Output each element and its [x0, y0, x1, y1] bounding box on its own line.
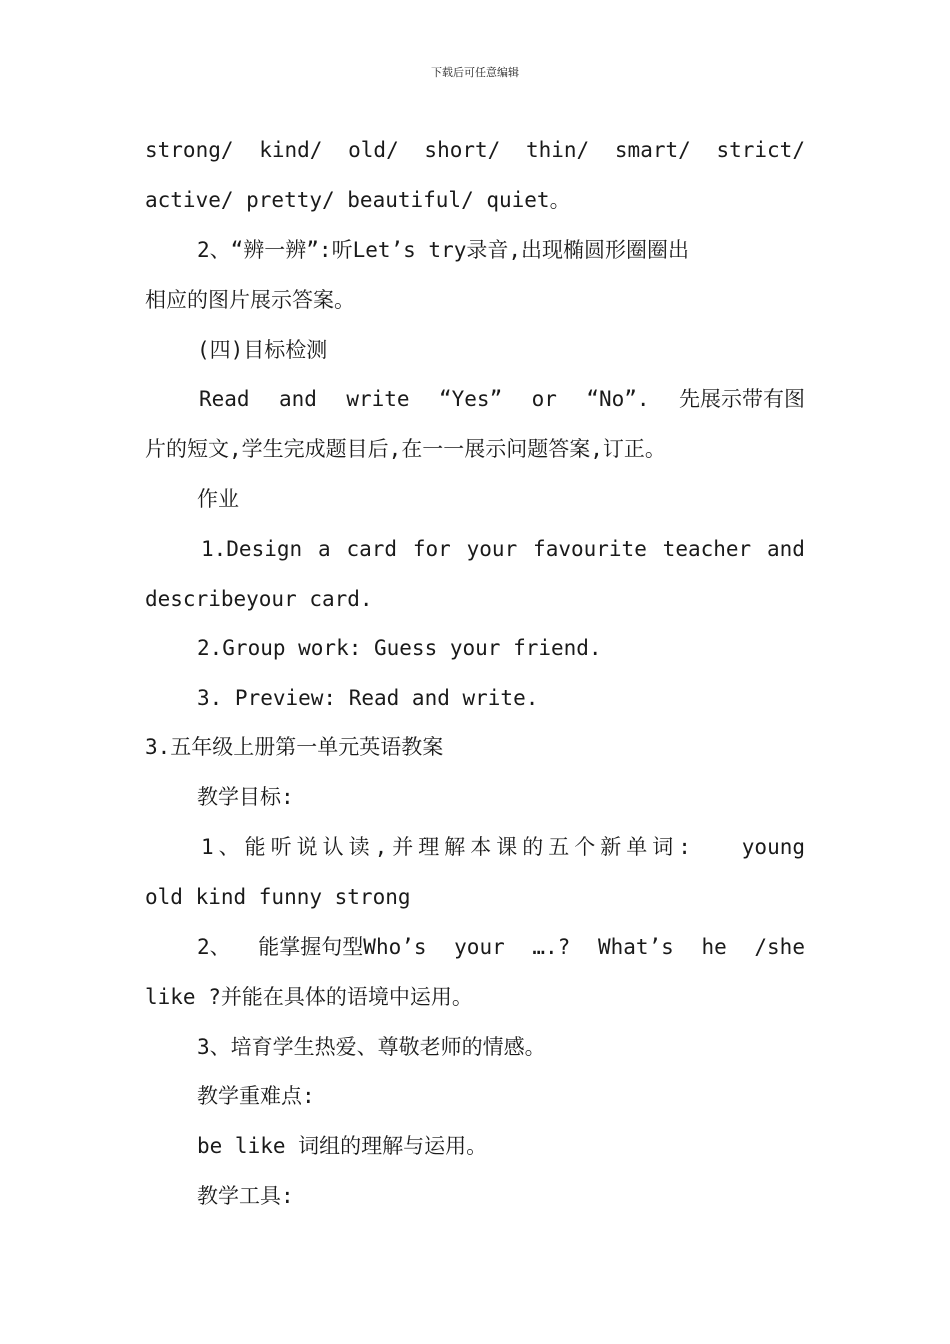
adjective-word: strong/	[145, 138, 234, 162]
objective-2-word: What’s	[597, 935, 674, 959]
homework-3: 3. Preview: Read and write.	[197, 686, 539, 710]
objectives-heading: 教学目标:	[197, 785, 294, 809]
homework-word: for	[412, 537, 451, 561]
objective-1-line-1	[201, 832, 805, 862]
homework-word: 1.Design	[201, 537, 303, 561]
objective-2-word: he	[701, 935, 727, 959]
read-write-word: or	[531, 387, 557, 411]
read-write-word: 先展示带有图	[679, 387, 805, 411]
read-write-line-2: 片的短文,学生完成题目后,在一一展示问题答案,订正。	[145, 437, 666, 461]
lesson-title: 3.五年级上册第一单元英语教案	[145, 735, 444, 759]
objective-2-line-1	[197, 932, 805, 962]
homework-2: 2.Group work: Guess your friend.	[197, 636, 602, 660]
bianyibian-line-1: 2、“辨一辨”:听Let’s try录音,出现椭圆形圈圈出	[197, 238, 690, 262]
objective-1-line-2: old kind funny strong	[145, 885, 411, 909]
objective-3: 3、培育学生热爱、尊敬老师的情感。	[197, 1035, 546, 1059]
read-write-word: “No”.	[586, 387, 650, 411]
read-write-line-1	[199, 384, 805, 414]
adjective-word: short/	[424, 138, 501, 162]
homework-word: a	[317, 537, 331, 561]
objective-2-word: /she	[754, 935, 805, 959]
homework-word: teacher	[662, 537, 752, 561]
adjectives-line-1	[145, 135, 805, 165]
read-write-word: and	[279, 387, 317, 411]
adjective-word: strict/	[716, 138, 805, 162]
adjective-word: smart/	[614, 138, 691, 162]
adjective-word: thin/	[525, 138, 590, 162]
homework-1-line-1	[201, 534, 805, 564]
objective-1-text: 1、能听说认读,并理解本课的五个新单词:	[201, 835, 696, 859]
bianyibian-line-2: 相应的图片展示答案。	[145, 288, 355, 312]
read-write-word: Read	[199, 387, 250, 411]
objective-2-word: ….?	[532, 935, 571, 959]
objective-2-word: your	[454, 935, 505, 959]
homework-word: your	[466, 537, 518, 561]
objective-2-word: 2、	[197, 935, 231, 959]
read-write-word: write	[346, 387, 410, 411]
page-header: 下载后可任意编辑	[431, 66, 519, 79]
homework-word: and	[767, 537, 805, 561]
homework-word: favourite	[533, 537, 647, 561]
homework-1-line-2: describeyour card.	[145, 587, 373, 611]
difficulty-heading: 教学重难点:	[197, 1084, 315, 1108]
objective-2-word: 能掌握句型Who’s	[258, 935, 427, 959]
difficulty-text: be like 词组的理解与运用。	[197, 1134, 488, 1158]
tools-heading: 教学工具:	[197, 1184, 294, 1208]
adjective-word: kind/	[259, 138, 323, 162]
homework-heading: 作业	[197, 487, 239, 511]
read-write-word: “Yes”	[439, 387, 503, 411]
adjective-word: old/	[348, 138, 399, 162]
homework-word: card	[346, 537, 398, 561]
adjectives-line-2: active/ pretty/ beautiful/ quiet。	[145, 188, 571, 212]
section-target-test: (四)目标检测	[197, 338, 328, 362]
objective-2-line-2: like ?并能在具体的语境中运用。	[145, 985, 473, 1009]
objective-1-word: young	[741, 835, 805, 859]
